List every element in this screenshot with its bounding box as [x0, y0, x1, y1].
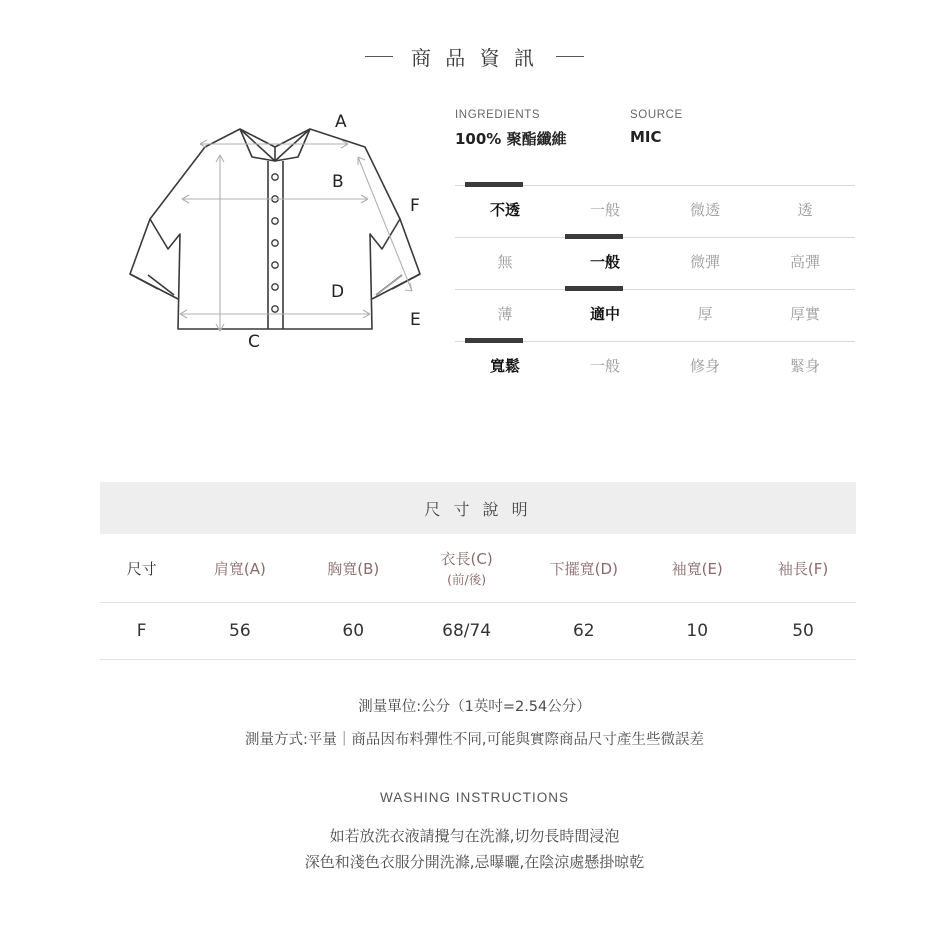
scale-option: 緊身 [789, 357, 820, 375]
source-label: SOURCE [630, 109, 683, 121]
cell-sleeve-length: 50 [792, 621, 814, 641]
measure-notes [0, 695, 949, 761]
diagram-label-b: B [332, 172, 344, 192]
scale-option: 微透 [689, 201, 720, 219]
scale-option: 厚實 [789, 305, 820, 323]
scale-option: 微彈 [689, 253, 720, 271]
scale-options [455, 303, 855, 324]
scale-option: 透 [797, 201, 813, 219]
ingredients-row [455, 109, 855, 149]
size-col-sleeve-width: 袖寬(E) [671, 559, 723, 578]
upper-section [0, 99, 949, 429]
cell-hem: 62 [572, 621, 595, 641]
size-section [100, 482, 856, 660]
size-table [100, 534, 856, 660]
diagram-label-c: C [248, 332, 260, 352]
scale-option: 無 [497, 253, 513, 271]
source-block [630, 109, 780, 149]
fabric-scales [455, 177, 855, 385]
scale-marker [565, 234, 623, 239]
cell-chest: 60 [342, 621, 365, 641]
scale-option: 適中 [589, 305, 620, 323]
scale-track [455, 289, 855, 290]
scale-marker [565, 286, 623, 291]
diagram-label-d: D [331, 282, 345, 302]
scale-option: 厚 [697, 305, 713, 323]
size-col-length: 衣長(C) (前/後) [440, 550, 493, 587]
scale-fit [455, 333, 855, 385]
washing-title: WASHING INSTRUCTIONS [379, 790, 569, 805]
size-col-hem: 下擺寬(D) [549, 559, 618, 578]
washing-line: 如若放洗衣液請攪勻在洗滌,切勿長時間浸泡 [329, 827, 620, 845]
scale-marker [465, 338, 523, 343]
header-rule-left [365, 56, 393, 57]
scale-option: 高彈 [789, 253, 820, 271]
page-header [0, 0, 949, 71]
cell-sleeve-width: 10 [686, 621, 709, 641]
scale-marker [465, 182, 523, 187]
table-row [100, 603, 856, 660]
ingredients-block [455, 109, 630, 149]
source-value: MIC [630, 128, 662, 146]
cell-length: 68/74 [442, 621, 492, 641]
size-col-size: 尺寸 [126, 559, 157, 578]
diagram-label-f: F [410, 196, 420, 216]
scale-track [455, 237, 855, 238]
size-col-shoulder: 肩寬(A) [213, 559, 266, 578]
page-title: 商 品 資 訊 [410, 46, 539, 70]
size-col-chest: 胸寬(B) [327, 559, 380, 578]
scale-option: 一般 [589, 253, 620, 271]
scale-options [455, 251, 855, 272]
scale-thickness [455, 281, 855, 333]
header-rule-right [556, 56, 584, 57]
ingredients-label: INGREDIENTS [455, 109, 541, 121]
scale-options [455, 199, 855, 220]
diagram-label-a: A [335, 112, 347, 132]
shirt-illustration-svg [100, 99, 450, 399]
scale-option: 一般 [589, 357, 620, 375]
ingredients-value: 100% 聚酯纖維 [455, 130, 567, 148]
fabric-info-panel [455, 109, 855, 385]
size-table-header-row [100, 534, 856, 603]
shirt-diagram [100, 99, 450, 399]
cell-size: F [136, 621, 147, 641]
cell-shoulder: 56 [229, 621, 251, 641]
washing-line: 深色和淺色衣服分開洗滌,忌曝曬,在陰涼處懸掛晾乾 [304, 853, 645, 872]
measure-method-note: 測量方式:平量｜商品因布料彈性不同,可能與實際商品尺寸產生些微誤差 [245, 732, 704, 748]
size-banner: 尺 寸 說 明 [100, 482, 856, 534]
scale-elasticity [455, 229, 855, 281]
scale-option: 不透 [489, 201, 520, 219]
measure-unit-note: 測量單位:公分（1英吋=2.54公分） [358, 699, 591, 715]
scale-option: 修身 [689, 357, 720, 375]
washing-instructions [0, 790, 949, 876]
size-col-sleeve-length: 袖長(F) [777, 559, 829, 578]
scale-options [455, 355, 855, 376]
diagram-label-e: E [410, 310, 421, 330]
scale-option: 一般 [589, 201, 620, 219]
scale-option: 薄 [497, 305, 513, 323]
scale-option: 寬鬆 [489, 357, 520, 375]
scale-transparency [455, 177, 855, 229]
